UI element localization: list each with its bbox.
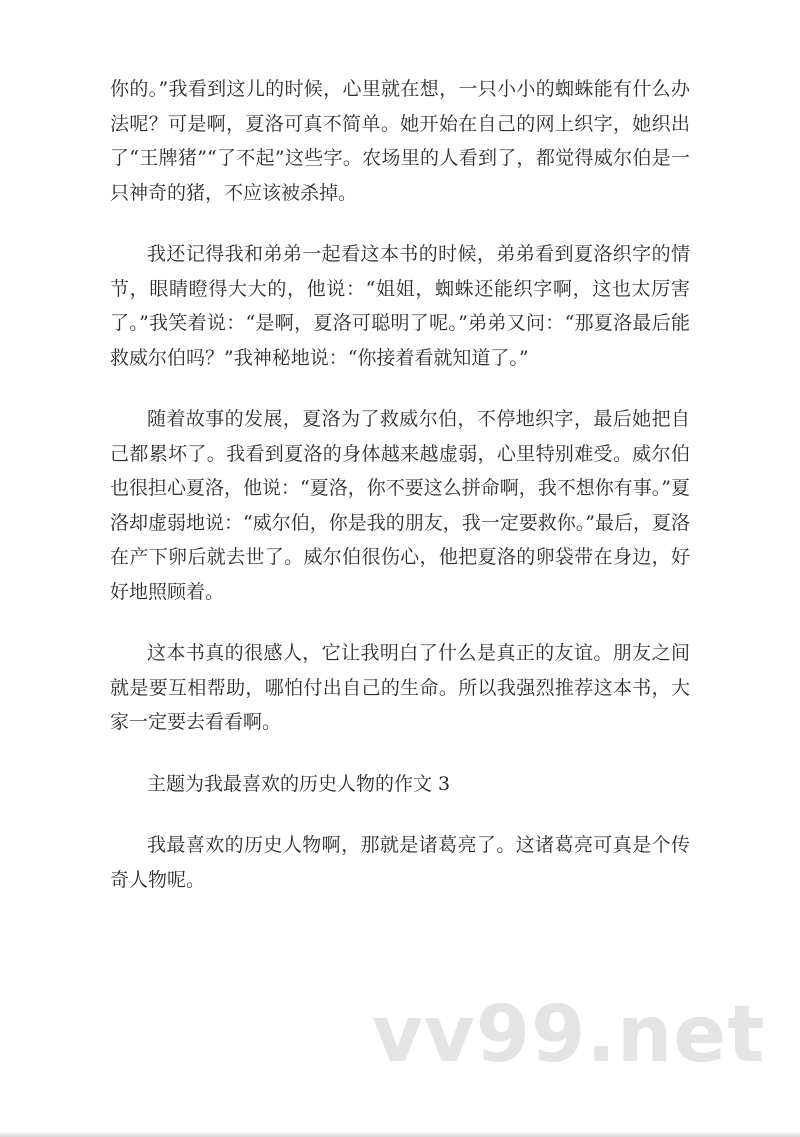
page-bottom-edge [0, 1131, 800, 1137]
paragraph: 随着故事的发展，夏洛为了救威尔伯，不停地织字，最后她把自己都累坏了。我看到夏洛的身体越来越虚弱，心里特别难受。威尔伯也很担心夏洛，他说：“夏洛，你不要这么拼命啊，我不想你有事。”夏洛却虚弱地说：“威尔伯，你是我的朋友，我一定要救你。”最后，夏洛在产下卵后就去世了。威尔伯很伤心，他把夏洛的卵袋带在身边，好好地照顾着。 [110, 408, 690, 603]
document-body [110, 72, 690, 924]
watermark: vv99.net [372, 990, 766, 1080]
paragraph: 我最喜欢的历史人物啊，那就是诸葛亮了。这诸葛亮可真是个传奇人物呢。 [110, 834, 690, 891]
paragraph-continuation: 你的。”我看到这儿的时候，心里就在想，一只小小的蜘蛛能有什么办法呢？可是啊，夏洛可真不简单。她开始在自己的网上织字，她织出了“王牌猪”“了不起”这些字。农场里的人看到了，都觉得威尔伯是一只神奇的猪，不应该被杀掉。 [110, 78, 690, 204]
paragraph: 这本书真的很感人，它让我明白了什么是真正的友谊。朋友之间就是要互相帮助，哪怕付出自己的生命。所以我强烈推荐这本书，大家一定要去看看啊。 [110, 642, 690, 733]
paragraph: 我还记得我和弟弟一起看这本书的时候，弟弟看到夏洛织字的情节，眼睛瞪得大大的，他说：“姐姐，蜘蛛还能织字啊，这也太厉害了。”我笑着说：“是啊，夏洛可聪明了呢。”弟弟又问：“那夏洛最后能救威尔伯吗？”我神秘地说：“你接着看就知道了。” [110, 243, 690, 369]
section-heading: 主题为我最喜欢的历史人物的作文 3 [147, 772, 451, 795]
